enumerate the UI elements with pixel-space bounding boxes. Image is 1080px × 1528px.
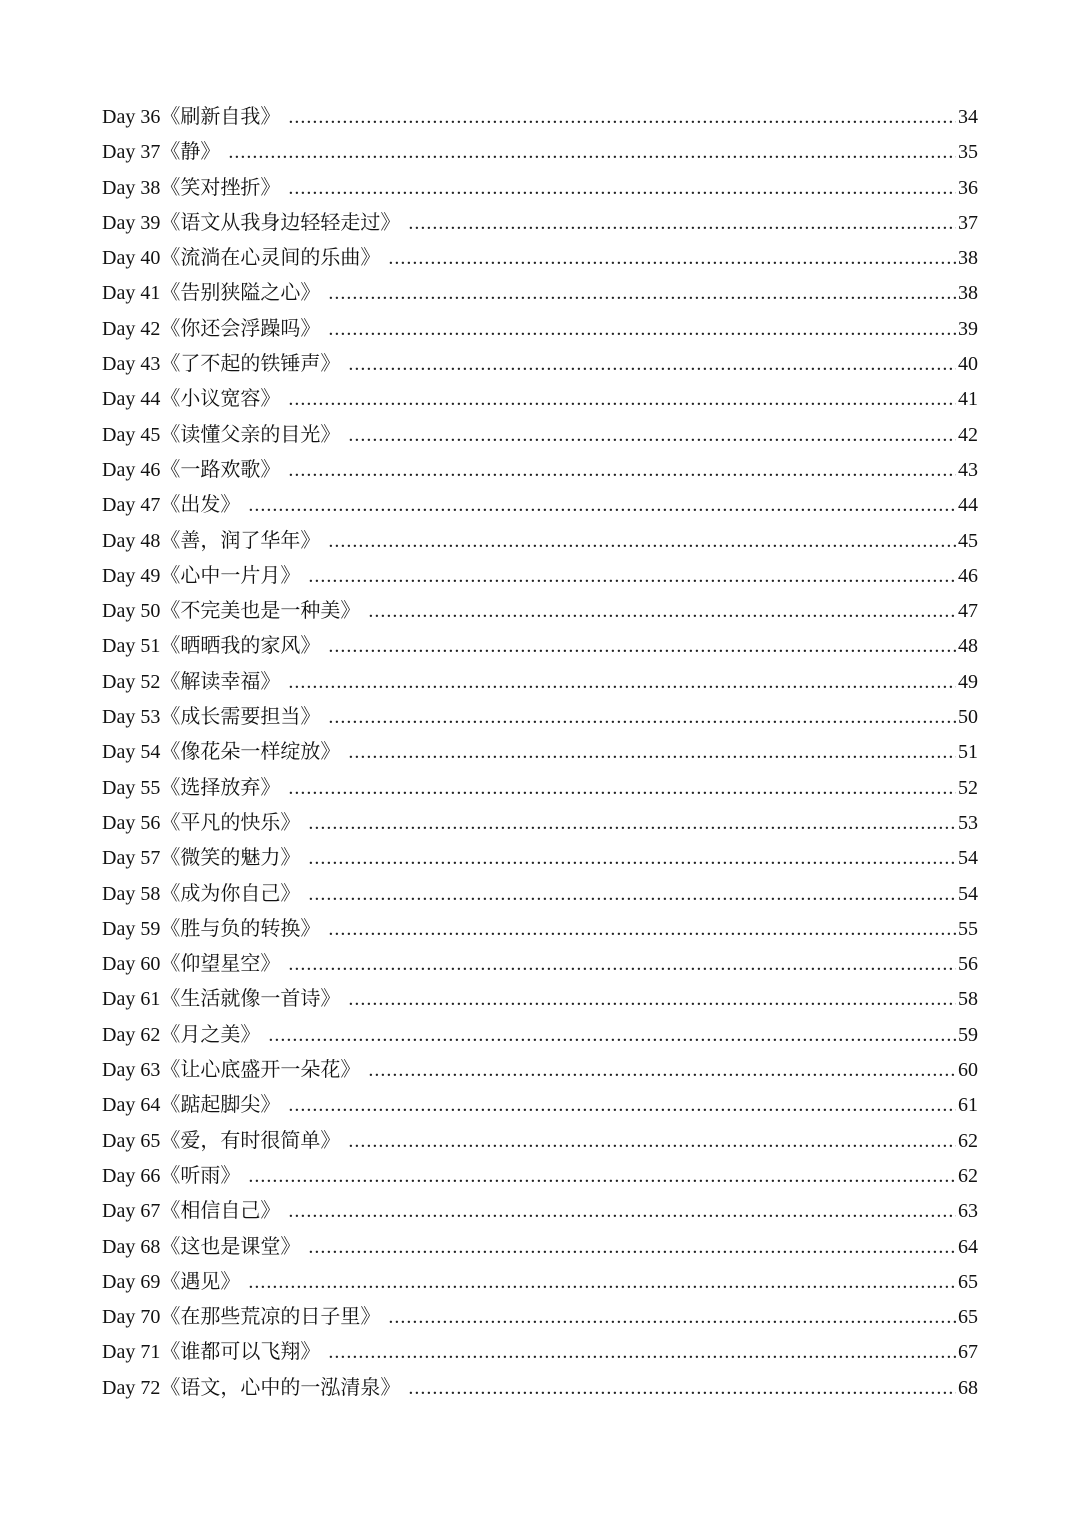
- dot-leader: [308, 1230, 956, 1265]
- toc-entry-page: 53: [958, 811, 978, 834]
- toc-entry[interactable]: [102, 347, 978, 382]
- toc-entry-page: 61: [958, 1094, 978, 1117]
- toc-entry-page: 38: [958, 247, 978, 270]
- dot-leader: [288, 453, 956, 488]
- toc-entry[interactable]: [102, 135, 978, 170]
- toc-entry-title: Day 64《踮起脚尖》: [102, 1094, 281, 1117]
- dot-leader: [308, 559, 956, 594]
- dot-leader: [328, 700, 956, 735]
- toc-entry[interactable]: [102, 1124, 978, 1159]
- toc-entry-title: Day 70《在那些荒凉的日子里》: [102, 1306, 381, 1329]
- toc-entry-page: 65: [958, 1306, 978, 1329]
- dot-leader: [288, 382, 956, 417]
- dot-leader: [288, 171, 956, 206]
- toc-entry-title: Day 49《心中一片月》: [102, 564, 301, 587]
- toc-entry-page: 65: [958, 1270, 978, 1293]
- dot-leader: [348, 735, 956, 770]
- dot-leader: [308, 841, 956, 876]
- toc-entry-page: 34: [958, 106, 978, 128]
- dot-leader: [248, 488, 956, 523]
- toc-entry-title: Day 72《语文，心中的一泓清泉》: [102, 1376, 401, 1399]
- toc-entry-title: Day 48《善，润了华年》: [102, 529, 321, 552]
- toc-entry[interactable]: [102, 488, 978, 523]
- toc-entry-title: Day 69《遇见》: [102, 1270, 241, 1293]
- toc-entry[interactable]: [102, 559, 978, 594]
- dot-leader: [328, 912, 956, 947]
- toc-entry-page: 45: [958, 529, 978, 552]
- toc-entry-title: Day 59《胜与负的转换》: [102, 917, 321, 940]
- toc-entry-page: 39: [958, 317, 978, 340]
- toc-entry-title: Day 36《刷新自我》: [102, 106, 281, 128]
- dot-leader: [308, 806, 956, 841]
- toc-entry-page: 59: [958, 1023, 978, 1046]
- toc-entry-title: Day 40《流淌在心灵间的乐曲》: [102, 247, 381, 270]
- dot-leader: [348, 1124, 956, 1159]
- toc-entry-title: Day 61《生活就像一首诗》: [102, 988, 341, 1011]
- toc-entry[interactable]: [102, 1053, 978, 1088]
- toc-entry[interactable]: [102, 382, 978, 417]
- toc-entry-page: 55: [958, 917, 978, 940]
- toc-entry[interactable]: [102, 1018, 978, 1053]
- toc-entry-title: Day 47《出发》: [102, 494, 241, 517]
- toc-entry[interactable]: [102, 665, 978, 700]
- dot-leader: [408, 206, 956, 241]
- dot-leader: [368, 594, 956, 629]
- toc-entry-title: Day 45《读懂父亲的目光》: [102, 423, 341, 446]
- toc-entry-title: Day 71《谁都可以飞翔》: [102, 1341, 321, 1364]
- dot-leader: [288, 665, 956, 700]
- dot-leader: [308, 877, 956, 912]
- dot-leader: [228, 135, 956, 170]
- toc-entry-page: 58: [958, 988, 978, 1011]
- toc-entry-title: Day 46《一路欢歌》: [102, 458, 281, 481]
- toc-entry-page: 63: [958, 1200, 978, 1223]
- toc-entry-title: Day 66《听雨》: [102, 1164, 241, 1187]
- dot-leader: [288, 1194, 956, 1229]
- toc-entry[interactable]: [102, 312, 978, 347]
- toc-entry[interactable]: [102, 947, 978, 982]
- toc-entry-page: 52: [958, 776, 978, 799]
- toc-entry[interactable]: [102, 453, 978, 488]
- toc-entry[interactable]: [102, 877, 978, 912]
- toc-entry-title: Day 57《微笑的魅力》: [102, 847, 301, 870]
- dot-leader: [288, 771, 956, 806]
- toc-entry[interactable]: [102, 841, 978, 876]
- toc-entry-page: 62: [958, 1129, 978, 1152]
- toc-entry[interactable]: [102, 629, 978, 664]
- toc-entry[interactable]: [102, 418, 978, 453]
- toc-entry-page: 38: [958, 282, 978, 305]
- toc-entry-title: Day 60《仰望星空》: [102, 953, 281, 976]
- dot-leader: [348, 982, 956, 1017]
- toc-entry-page: 40: [958, 353, 978, 376]
- toc-entry-title: Day 62《月之美》: [102, 1023, 261, 1046]
- toc-entry[interactable]: [102, 276, 978, 311]
- toc-entry[interactable]: [102, 1371, 978, 1406]
- dot-leader: [288, 1088, 956, 1123]
- dot-leader: [288, 100, 956, 135]
- toc-entry[interactable]: [102, 771, 978, 806]
- toc-entry-title: Day 41《告别狭隘之心》: [102, 282, 321, 305]
- toc-entry-title: Day 38《笑对挫折》: [102, 176, 281, 199]
- toc-entry[interactable]: [102, 806, 978, 841]
- dot-leader: [328, 276, 956, 311]
- dot-leader: [388, 241, 956, 276]
- toc-entry-title: Day 50《不完美也是一种美》: [102, 600, 361, 623]
- toc-entry[interactable]: [102, 100, 978, 135]
- toc-entry-page: 51: [958, 741, 978, 764]
- toc-entry-title: Day 56《平凡的快乐》: [102, 811, 301, 834]
- toc-entry-title: Day 52《解读幸福》: [102, 670, 281, 693]
- toc-entry[interactable]: [102, 241, 978, 276]
- toc-entry-page: 50: [958, 706, 978, 729]
- dot-leader: [248, 1265, 956, 1300]
- toc-entry-page: 54: [958, 882, 978, 905]
- toc-entry-title: Day 42《你还会浮躁吗》: [102, 317, 321, 340]
- dot-leader: [348, 418, 956, 453]
- toc-entry[interactable]: [102, 206, 978, 241]
- toc-entry[interactable]: [102, 1300, 978, 1335]
- dot-leader: [328, 312, 956, 347]
- dot-leader: [408, 1371, 956, 1406]
- toc-entry-title: Day 65《爱，有时很简单》: [102, 1129, 341, 1152]
- toc-entry-title: Day 68《这也是课堂》: [102, 1235, 301, 1258]
- toc-entry[interactable]: [102, 1335, 978, 1370]
- dot-leader: [328, 1335, 956, 1370]
- toc-entry[interactable]: [102, 1230, 978, 1265]
- toc-entry-title: Day 67《相信自己》: [102, 1200, 281, 1223]
- table-of-contents: [102, 100, 978, 1406]
- toc-entry-title: Day 39《语文从我身边轻轻走过》: [102, 211, 401, 234]
- dot-leader: [268, 1018, 956, 1053]
- toc-entry-page: 37: [958, 211, 978, 234]
- toc-entry-title: Day 53《成长需要担当》: [102, 706, 321, 729]
- dot-leader: [288, 947, 956, 982]
- toc-entry-page: 54: [958, 847, 978, 870]
- toc-entry-page: 62: [958, 1164, 978, 1187]
- dot-leader: [348, 347, 956, 382]
- toc-entry[interactable]: [102, 982, 978, 1017]
- toc-entry-page: 43: [958, 458, 978, 481]
- toc-entry-page: 41: [958, 388, 978, 411]
- toc-entry[interactable]: [102, 735, 978, 770]
- toc-entry-page: 36: [958, 176, 978, 199]
- toc-entry-page: 42: [958, 423, 978, 446]
- dot-leader: [368, 1053, 956, 1088]
- toc-entry[interactable]: [102, 171, 978, 206]
- toc-entry-page: 64: [958, 1235, 978, 1258]
- toc-entry-title: Day 54《像花朵一样绽放》: [102, 741, 341, 764]
- dot-leader: [248, 1159, 956, 1194]
- toc-entry[interactable]: [102, 1088, 978, 1123]
- toc-entry[interactable]: [102, 524, 978, 559]
- toc-entry[interactable]: [102, 1265, 978, 1300]
- toc-entry-page: 35: [958, 141, 978, 164]
- toc-entry-page: 49: [958, 670, 978, 693]
- toc-entry-title: Day 44《小议宽容》: [102, 388, 281, 411]
- toc-entry-title: Day 63《让心底盛开一朵花》: [102, 1059, 361, 1082]
- toc-entry-title: Day 37《静》: [102, 141, 221, 164]
- toc-entry-title: Day 51《晒晒我的家风》: [102, 635, 321, 658]
- toc-entry-page: 68: [958, 1376, 978, 1399]
- toc-entry-page: 47: [958, 600, 978, 623]
- toc-entry-page: 60: [958, 1059, 978, 1082]
- dot-leader: [388, 1300, 956, 1335]
- toc-entry-title: Day 58《成为你自己》: [102, 882, 301, 905]
- toc-entry-page: 46: [958, 564, 978, 587]
- toc-entry[interactable]: [102, 700, 978, 735]
- dot-leader: [328, 629, 956, 664]
- toc-entry[interactable]: [102, 1159, 978, 1194]
- toc-entry[interactable]: [102, 594, 978, 629]
- toc-entry-title: Day 55《选择放弃》: [102, 776, 281, 799]
- toc-entry[interactable]: [102, 1194, 978, 1229]
- toc-entry-page: 56: [958, 953, 978, 976]
- toc-entry-page: 67: [958, 1341, 978, 1364]
- toc-entry-page: 44: [958, 494, 978, 517]
- toc-entry-title: Day 43《了不起的铁锤声》: [102, 353, 341, 376]
- toc-entry[interactable]: [102, 912, 978, 947]
- dot-leader: [328, 524, 956, 559]
- toc-entry-page: 48: [958, 635, 978, 658]
